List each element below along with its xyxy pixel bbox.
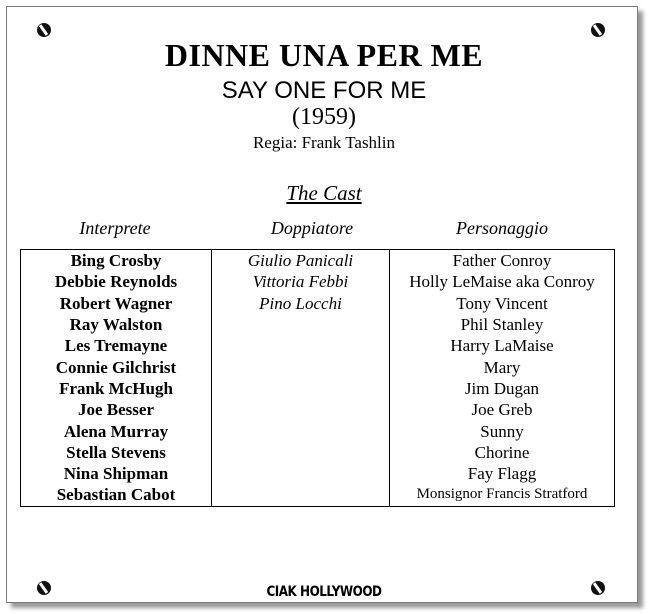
cell-role: Sunny — [390, 420, 615, 441]
cast-table-body — [21, 250, 615, 507]
cell-dubber: Vittoria Febbi — [212, 271, 390, 292]
cell-dubber — [212, 484, 390, 506]
table-row — [21, 314, 615, 335]
column-header-role: Personaggio — [456, 218, 548, 238]
cell-role: Father Conroy — [390, 250, 615, 272]
table-row — [21, 250, 615, 272]
table-row — [21, 356, 615, 377]
cell-dubber — [212, 442, 390, 463]
cell-dubber — [212, 399, 390, 420]
cell-actor: Les Tremayne — [21, 335, 212, 356]
cell-dubber — [212, 420, 390, 441]
cell-actor: Stella Stevens — [21, 442, 212, 463]
table-row — [21, 335, 615, 356]
table-row — [21, 442, 615, 463]
cell-role: Fay Flagg — [390, 463, 615, 484]
table-row — [21, 463, 615, 484]
screw-icon-top-left — [37, 23, 51, 37]
table-row — [21, 271, 615, 292]
table-row — [21, 420, 615, 441]
cell-role: Joe Greb — [390, 399, 615, 420]
director-credit: Regia: Frank Tashlin — [252, 133, 396, 152]
cell-role: Tony Vincent — [390, 293, 615, 314]
cell-dubber — [212, 314, 390, 335]
cell-actor: Connie Gilchrist — [21, 356, 212, 377]
cell-actor: Debbie Reynolds — [21, 271, 212, 292]
cell-role: Chorine — [390, 442, 615, 463]
cast-heading: The Cast — [286, 181, 362, 205]
cell-role: Holly LeMaise aka Conroy — [390, 271, 615, 292]
cell-dubber: Giulio Panicali — [212, 250, 390, 272]
column-header-actor: Interprete — [79, 218, 151, 238]
cell-dubber — [212, 378, 390, 399]
table-row — [21, 293, 615, 314]
column-header-dubber: Doppiatore — [270, 218, 354, 238]
cell-dubber: Pino Locchi — [212, 293, 390, 314]
cell-actor: Sebastian Cabot — [21, 484, 212, 506]
cell-role: Phil Stanley — [390, 314, 615, 335]
cell-actor: Bing Crosby — [21, 250, 212, 272]
cell-actor: Nina Shipman — [21, 463, 212, 484]
cell-actor: Joe Besser — [21, 399, 212, 420]
ciak-hollywood-logo: CIAK HOLLYWOOD — [266, 582, 382, 600]
screw-icon-top-right — [591, 23, 605, 37]
original-title: SAY ONE FOR ME — [221, 77, 427, 104]
cell-dubber — [212, 356, 390, 377]
cell-role: Mary — [390, 356, 615, 377]
cell-actor: Alena Murray — [21, 420, 212, 441]
cell-actor: Frank McHugh — [21, 378, 212, 399]
table-row — [21, 399, 615, 420]
page-title: DINNE UNA PER ME — [164, 37, 484, 73]
cell-dubber — [212, 463, 390, 484]
cell-role: Monsignor Francis Stratford — [390, 484, 615, 506]
cast-table — [20, 249, 615, 507]
release-year: (1959) — [292, 104, 356, 130]
cell-role: Harry LaMaise — [390, 335, 615, 356]
cell-actor: Ray Walston — [21, 314, 212, 335]
table-row — [21, 484, 615, 506]
table-row — [21, 378, 615, 399]
cell-role: Jim Dugan — [390, 378, 615, 399]
cell-dubber — [212, 335, 390, 356]
cell-actor: Robert Wagner — [21, 293, 212, 314]
